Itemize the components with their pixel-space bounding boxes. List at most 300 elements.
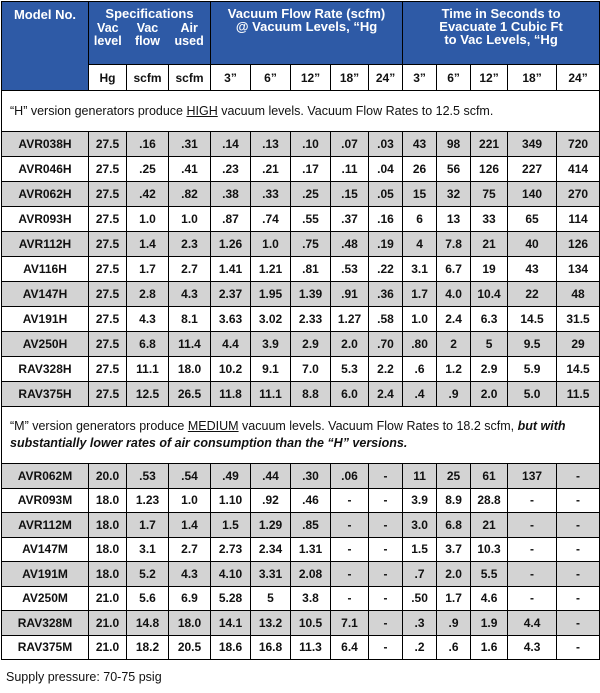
value-cell: 29 bbox=[557, 332, 600, 357]
model-cell: RAV375M bbox=[2, 635, 89, 660]
value-cell: 19 bbox=[471, 257, 508, 282]
value-cell: - bbox=[331, 513, 369, 538]
value-cell: - bbox=[331, 562, 369, 587]
value-cell: 1.27 bbox=[331, 307, 369, 332]
table-row bbox=[2, 132, 600, 157]
unit-cell: scfm bbox=[169, 65, 211, 91]
model-cell: AVR062M bbox=[2, 464, 89, 489]
value-cell: 2 bbox=[437, 332, 471, 357]
model-cell: AVR112H bbox=[2, 232, 89, 257]
value-cell: - bbox=[557, 464, 600, 489]
value-cell: 27.5 bbox=[89, 332, 127, 357]
value-cell: 2.9 bbox=[291, 332, 331, 357]
value-cell: 65 bbox=[508, 207, 557, 232]
table-row bbox=[2, 357, 600, 382]
value-cell: .50 bbox=[403, 586, 437, 611]
value-cell: 1.4 bbox=[169, 513, 211, 538]
value-cell: 33 bbox=[471, 207, 508, 232]
h-version-note bbox=[2, 91, 600, 132]
value-cell: 4.0 bbox=[437, 282, 471, 307]
value-cell: 18.0 bbox=[89, 537, 127, 562]
value-cell: .36 bbox=[369, 282, 403, 307]
value-cell: .15 bbox=[331, 182, 369, 207]
value-cell: 414 bbox=[557, 157, 600, 182]
model-cell: AVR112M bbox=[2, 513, 89, 538]
table-row bbox=[2, 307, 600, 332]
value-cell: .49 bbox=[211, 464, 251, 489]
evacuation-time-header bbox=[403, 2, 600, 65]
value-cell: .22 bbox=[369, 257, 403, 282]
table-row bbox=[2, 207, 600, 232]
value-cell: - bbox=[369, 635, 403, 660]
value-cell: .31 bbox=[169, 132, 211, 157]
flow-rate-header bbox=[211, 2, 403, 65]
value-cell: 4.4 bbox=[508, 611, 557, 636]
value-cell: 20.0 bbox=[89, 464, 127, 489]
value-cell: .46 bbox=[291, 488, 331, 513]
value-cell: 8.8 bbox=[291, 382, 331, 407]
table-row bbox=[2, 586, 600, 611]
table-row bbox=[2, 332, 600, 357]
value-cell: .23 bbox=[211, 157, 251, 182]
value-cell: 1.29 bbox=[251, 513, 291, 538]
unit-cell: 3” bbox=[403, 65, 437, 91]
specifications-header bbox=[89, 2, 211, 65]
value-cell: 6.4 bbox=[331, 635, 369, 660]
value-cell: .42 bbox=[127, 182, 169, 207]
value-cell: 140 bbox=[508, 182, 557, 207]
value-cell: 1.95 bbox=[251, 282, 291, 307]
h-note-text-end: vacuum levels. Vacuum Flow Rates to 12.5 scfm. bbox=[217, 103, 494, 118]
table-row bbox=[2, 157, 600, 182]
value-cell: .21 bbox=[251, 157, 291, 182]
value-cell: 3.9 bbox=[251, 332, 291, 357]
value-cell: .25 bbox=[127, 157, 169, 182]
value-cell: 5.28 bbox=[211, 586, 251, 611]
value-cell: .6 bbox=[437, 635, 471, 660]
value-cell: 1.21 bbox=[251, 257, 291, 282]
value-cell: 2.8 bbox=[127, 282, 169, 307]
value-cell: 16.8 bbox=[251, 635, 291, 660]
value-cell: .3 bbox=[403, 611, 437, 636]
value-cell: .05 bbox=[369, 182, 403, 207]
spec-group-title: Specifications bbox=[105, 6, 194, 21]
value-cell: .41 bbox=[169, 157, 211, 182]
value-cell: - bbox=[557, 513, 600, 538]
value-cell: 1.10 bbox=[211, 488, 251, 513]
m-note-text: “M” version generators produce bbox=[10, 419, 188, 433]
value-cell: - bbox=[369, 537, 403, 562]
value-cell: 2.08 bbox=[291, 562, 331, 587]
value-cell: 27.5 bbox=[89, 132, 127, 157]
value-cell: 10.5 bbox=[291, 611, 331, 636]
value-cell: 4.3 bbox=[508, 635, 557, 660]
value-cell: 4.3 bbox=[169, 282, 211, 307]
value-cell: 227 bbox=[508, 157, 557, 182]
value-cell: 1.23 bbox=[127, 488, 169, 513]
unit-cell: 6” bbox=[251, 65, 291, 91]
value-cell: 1.9 bbox=[471, 611, 508, 636]
value-cell: 10.2 bbox=[211, 357, 251, 382]
value-cell: 2.3 bbox=[169, 232, 211, 257]
m-version-note bbox=[2, 407, 600, 464]
value-cell: - bbox=[369, 513, 403, 538]
value-cell: - bbox=[557, 635, 600, 660]
table-row bbox=[2, 182, 600, 207]
value-cell: 18.0 bbox=[89, 488, 127, 513]
value-cell: 6.8 bbox=[127, 332, 169, 357]
value-cell: 8.1 bbox=[169, 307, 211, 332]
value-cell: 27.5 bbox=[89, 382, 127, 407]
unit-cell: 3” bbox=[211, 65, 251, 91]
value-cell: .06 bbox=[331, 464, 369, 489]
value-cell: 2.7 bbox=[169, 537, 211, 562]
model-cell: AV147H bbox=[2, 282, 89, 307]
value-cell: .6 bbox=[403, 357, 437, 382]
vacuum-generator-table bbox=[1, 1, 600, 660]
model-cell: AV250H bbox=[2, 332, 89, 357]
value-cell: - bbox=[369, 464, 403, 489]
table-row bbox=[2, 537, 600, 562]
value-cell: 5 bbox=[251, 586, 291, 611]
value-cell: 2.33 bbox=[291, 307, 331, 332]
value-cell: 11 bbox=[403, 464, 437, 489]
table-row bbox=[2, 635, 600, 660]
model-cell: RAV375H bbox=[2, 382, 89, 407]
model-cell: AVR046H bbox=[2, 157, 89, 182]
value-cell: 270 bbox=[557, 182, 600, 207]
value-cell: 6.9 bbox=[169, 586, 211, 611]
value-cell: 28.8 bbox=[471, 488, 508, 513]
value-cell: 14.8 bbox=[127, 611, 169, 636]
m-note-emphasis: MEDIUM bbox=[187, 419, 239, 433]
value-cell: 12.5 bbox=[127, 382, 169, 407]
value-cell: - bbox=[508, 537, 557, 562]
value-cell: 1.6 bbox=[471, 635, 508, 660]
value-cell: 1.7 bbox=[127, 257, 169, 282]
value-cell: - bbox=[557, 562, 600, 587]
value-cell: 21.0 bbox=[89, 586, 127, 611]
value-cell: 5.2 bbox=[127, 562, 169, 587]
value-cell: 11.1 bbox=[251, 382, 291, 407]
value-cell: 7.1 bbox=[331, 611, 369, 636]
value-cell: 3.0 bbox=[403, 513, 437, 538]
value-cell: 349 bbox=[508, 132, 557, 157]
value-cell: - bbox=[508, 586, 557, 611]
value-cell: 1.7 bbox=[403, 282, 437, 307]
value-cell: - bbox=[557, 537, 600, 562]
value-cell: 2.0 bbox=[437, 562, 471, 587]
value-cell: 137 bbox=[508, 464, 557, 489]
value-cell: 2.4 bbox=[369, 382, 403, 407]
value-cell: 3.9 bbox=[403, 488, 437, 513]
value-cell: .74 bbox=[251, 207, 291, 232]
value-cell: 26 bbox=[403, 157, 437, 182]
value-cell: 114 bbox=[557, 207, 600, 232]
value-cell: .19 bbox=[369, 232, 403, 257]
value-cell: .10 bbox=[291, 132, 331, 157]
value-cell: .04 bbox=[369, 157, 403, 182]
value-cell: 43 bbox=[403, 132, 437, 157]
value-cell: - bbox=[557, 488, 600, 513]
value-cell: 7.0 bbox=[291, 357, 331, 382]
unit-cell: 12” bbox=[291, 65, 331, 91]
table-row bbox=[2, 488, 600, 513]
value-cell: 3.1 bbox=[127, 537, 169, 562]
m-version-note-row bbox=[2, 407, 600, 464]
value-cell: 1.39 bbox=[291, 282, 331, 307]
table-row bbox=[2, 382, 600, 407]
value-cell: .9 bbox=[437, 611, 471, 636]
value-cell: .92 bbox=[251, 488, 291, 513]
value-cell: 1.0 bbox=[169, 488, 211, 513]
value-cell: .13 bbox=[251, 132, 291, 157]
unit-cell: 18” bbox=[331, 65, 369, 91]
value-cell: .2 bbox=[403, 635, 437, 660]
value-cell: 4.10 bbox=[211, 562, 251, 587]
value-cell: 25 bbox=[437, 464, 471, 489]
value-cell: .03 bbox=[369, 132, 403, 157]
value-cell: 126 bbox=[557, 232, 600, 257]
value-cell: 1.5 bbox=[403, 537, 437, 562]
value-cell: 6.3 bbox=[471, 307, 508, 332]
value-cell: 4.6 bbox=[471, 586, 508, 611]
value-cell: 1.7 bbox=[127, 513, 169, 538]
value-cell: 8.9 bbox=[437, 488, 471, 513]
value-cell: .54 bbox=[169, 464, 211, 489]
value-cell: 11.4 bbox=[169, 332, 211, 357]
value-cell: 1.0 bbox=[169, 207, 211, 232]
value-cell: .9 bbox=[437, 382, 471, 407]
value-cell: .82 bbox=[169, 182, 211, 207]
value-cell: 27.5 bbox=[89, 182, 127, 207]
value-cell: - bbox=[508, 562, 557, 587]
value-cell: 1.7 bbox=[437, 586, 471, 611]
value-cell: .25 bbox=[291, 182, 331, 207]
value-cell: 1.4 bbox=[127, 232, 169, 257]
value-cell: 10.3 bbox=[471, 537, 508, 562]
model-cell: RAV328M bbox=[2, 611, 89, 636]
m-note-text-mid: vacuum levels. Vacuum Flow Rates to 18.2 scfm, bbox=[238, 419, 518, 433]
model-cell: AVR093M bbox=[2, 488, 89, 513]
value-cell: .48 bbox=[331, 232, 369, 257]
value-cell: 2.7 bbox=[169, 257, 211, 282]
h-note-text: “H” version generators produce bbox=[10, 103, 187, 118]
unit-cell: 6” bbox=[437, 65, 471, 91]
value-cell: 10.4 bbox=[471, 282, 508, 307]
model-cell: RAV328H bbox=[2, 357, 89, 382]
value-cell: .7 bbox=[403, 562, 437, 587]
value-cell: 14.1 bbox=[211, 611, 251, 636]
value-cell: .07 bbox=[331, 132, 369, 157]
value-cell: 14.5 bbox=[557, 357, 600, 382]
vac-flow-label: Vac flow bbox=[134, 21, 160, 48]
value-cell: 1.0 bbox=[127, 207, 169, 232]
value-cell: 11.1 bbox=[127, 357, 169, 382]
value-cell: 1.0 bbox=[251, 232, 291, 257]
table-row bbox=[2, 282, 600, 307]
value-cell: 134 bbox=[557, 257, 600, 282]
value-cell: 3.63 bbox=[211, 307, 251, 332]
value-cell: 6.7 bbox=[437, 257, 471, 282]
value-cell: 18.2 bbox=[127, 635, 169, 660]
value-cell: 27.5 bbox=[89, 307, 127, 332]
value-cell: 18.0 bbox=[169, 611, 211, 636]
value-cell: 21.0 bbox=[89, 611, 127, 636]
value-cell: 56 bbox=[437, 157, 471, 182]
value-cell: 5.0 bbox=[508, 382, 557, 407]
value-cell: 1.26 bbox=[211, 232, 251, 257]
value-cell: 27.5 bbox=[89, 257, 127, 282]
value-cell: .44 bbox=[251, 464, 291, 489]
value-cell: 2.9 bbox=[471, 357, 508, 382]
value-cell: .30 bbox=[291, 464, 331, 489]
evac-time-line3: to Vac Levels, “Hg bbox=[444, 32, 558, 47]
value-cell: .55 bbox=[291, 207, 331, 232]
model-cell: AV191M bbox=[2, 562, 89, 587]
value-cell: - bbox=[369, 611, 403, 636]
value-cell: 3.31 bbox=[251, 562, 291, 587]
value-cell: .37 bbox=[331, 207, 369, 232]
value-cell: 22 bbox=[508, 282, 557, 307]
m-note-bold-italic: but with substantially lower rates of air consumption than the “H” versions. bbox=[10, 419, 566, 450]
flow-rate-subtitle: @ Vacuum Levels, “Hg bbox=[235, 19, 378, 34]
value-cell: - bbox=[331, 488, 369, 513]
value-cell: .4 bbox=[403, 382, 437, 407]
value-cell: 18.0 bbox=[89, 562, 127, 587]
value-cell: 2.73 bbox=[211, 537, 251, 562]
h-note-emphasis: HIGH bbox=[186, 103, 218, 118]
units-row bbox=[2, 65, 600, 91]
value-cell: 1.31 bbox=[291, 537, 331, 562]
value-cell: - bbox=[369, 488, 403, 513]
unit-cell: Hg bbox=[89, 65, 127, 91]
value-cell: .14 bbox=[211, 132, 251, 157]
model-cell: AVR062H bbox=[2, 182, 89, 207]
value-cell: 1.2 bbox=[437, 357, 471, 382]
value-cell: 7.8 bbox=[437, 232, 471, 257]
model-cell: AVR038H bbox=[2, 132, 89, 157]
value-cell: 40 bbox=[508, 232, 557, 257]
value-cell: 21 bbox=[471, 232, 508, 257]
value-cell: .38 bbox=[211, 182, 251, 207]
value-cell: 18.0 bbox=[169, 357, 211, 382]
value-cell: 75 bbox=[471, 182, 508, 207]
value-cell: 2.37 bbox=[211, 282, 251, 307]
value-cell: 4.3 bbox=[127, 307, 169, 332]
value-cell: - bbox=[508, 488, 557, 513]
value-cell: 27.5 bbox=[89, 282, 127, 307]
model-cell: AV191H bbox=[2, 307, 89, 332]
value-cell: 31.5 bbox=[557, 307, 600, 332]
value-cell: 27.5 bbox=[89, 357, 127, 382]
model-cell: AV147M bbox=[2, 537, 89, 562]
value-cell: .16 bbox=[369, 207, 403, 232]
table-row bbox=[2, 513, 600, 538]
value-cell: 4 bbox=[403, 232, 437, 257]
value-cell: 2.4 bbox=[437, 307, 471, 332]
value-cell: - bbox=[369, 562, 403, 587]
value-cell: 5.6 bbox=[127, 586, 169, 611]
value-cell: 13 bbox=[437, 207, 471, 232]
value-cell: 2.0 bbox=[471, 382, 508, 407]
value-cell: 720 bbox=[557, 132, 600, 157]
unit-cell: 18” bbox=[508, 65, 557, 91]
value-cell: - bbox=[557, 611, 600, 636]
model-cell: AV116H bbox=[2, 257, 89, 282]
value-cell: 5.9 bbox=[508, 357, 557, 382]
value-cell: 2.0 bbox=[331, 332, 369, 357]
value-cell: 4.4 bbox=[211, 332, 251, 357]
value-cell: 27.5 bbox=[89, 207, 127, 232]
table-row bbox=[2, 611, 600, 636]
value-cell: 18.6 bbox=[211, 635, 251, 660]
value-cell: 2.34 bbox=[251, 537, 291, 562]
table-row bbox=[2, 257, 600, 282]
value-cell: .16 bbox=[127, 132, 169, 157]
value-cell: 3.8 bbox=[291, 586, 331, 611]
value-cell: 48 bbox=[557, 282, 600, 307]
value-cell: 43 bbox=[508, 257, 557, 282]
value-cell: - bbox=[331, 586, 369, 611]
unit-cell: scfm bbox=[127, 65, 169, 91]
value-cell: 5 bbox=[471, 332, 508, 357]
value-cell: 13.2 bbox=[251, 611, 291, 636]
evac-time-line2: Evacuate 1 Cubic Ft bbox=[439, 19, 563, 34]
value-cell: 3.7 bbox=[437, 537, 471, 562]
header-row bbox=[2, 2, 600, 65]
table-row bbox=[2, 562, 600, 587]
value-cell: 6.0 bbox=[331, 382, 369, 407]
value-cell: .81 bbox=[291, 257, 331, 282]
unit-cell: 24” bbox=[369, 65, 403, 91]
value-cell: 18.0 bbox=[89, 513, 127, 538]
value-cell: 5.5 bbox=[471, 562, 508, 587]
value-cell: 6.8 bbox=[437, 513, 471, 538]
value-cell: 21.0 bbox=[89, 635, 127, 660]
table-row bbox=[2, 232, 600, 257]
value-cell: 3.1 bbox=[403, 257, 437, 282]
value-cell: 11.5 bbox=[557, 382, 600, 407]
value-cell: .53 bbox=[127, 464, 169, 489]
value-cell: .33 bbox=[251, 182, 291, 207]
value-cell: - bbox=[331, 537, 369, 562]
value-cell: 1.41 bbox=[211, 257, 251, 282]
value-cell: 221 bbox=[471, 132, 508, 157]
model-cell: AVR093H bbox=[2, 207, 89, 232]
value-cell: 5.3 bbox=[331, 357, 369, 382]
value-cell: 11.3 bbox=[291, 635, 331, 660]
value-cell: .87 bbox=[211, 207, 251, 232]
value-cell: 98 bbox=[437, 132, 471, 157]
value-cell: 1.0 bbox=[403, 307, 437, 332]
value-cell: 15 bbox=[403, 182, 437, 207]
supply-pressure-note: Supply pressure: 70-75 psig bbox=[6, 670, 162, 684]
value-cell: .70 bbox=[369, 332, 403, 357]
value-cell: .17 bbox=[291, 157, 331, 182]
value-cell: - bbox=[369, 586, 403, 611]
value-cell: 2.2 bbox=[369, 357, 403, 382]
value-cell: 4.3 bbox=[169, 562, 211, 587]
evac-time-title: Time in Seconds to bbox=[441, 6, 561, 21]
table-row bbox=[2, 464, 600, 489]
flow-rate-title: Vacuum Flow Rate (scfm) bbox=[227, 6, 386, 21]
model-cell: AV250M bbox=[2, 586, 89, 611]
unit-cell: 12” bbox=[471, 65, 508, 91]
value-cell: 11.8 bbox=[211, 382, 251, 407]
value-cell: 27.5 bbox=[89, 232, 127, 257]
value-cell: .80 bbox=[403, 332, 437, 357]
